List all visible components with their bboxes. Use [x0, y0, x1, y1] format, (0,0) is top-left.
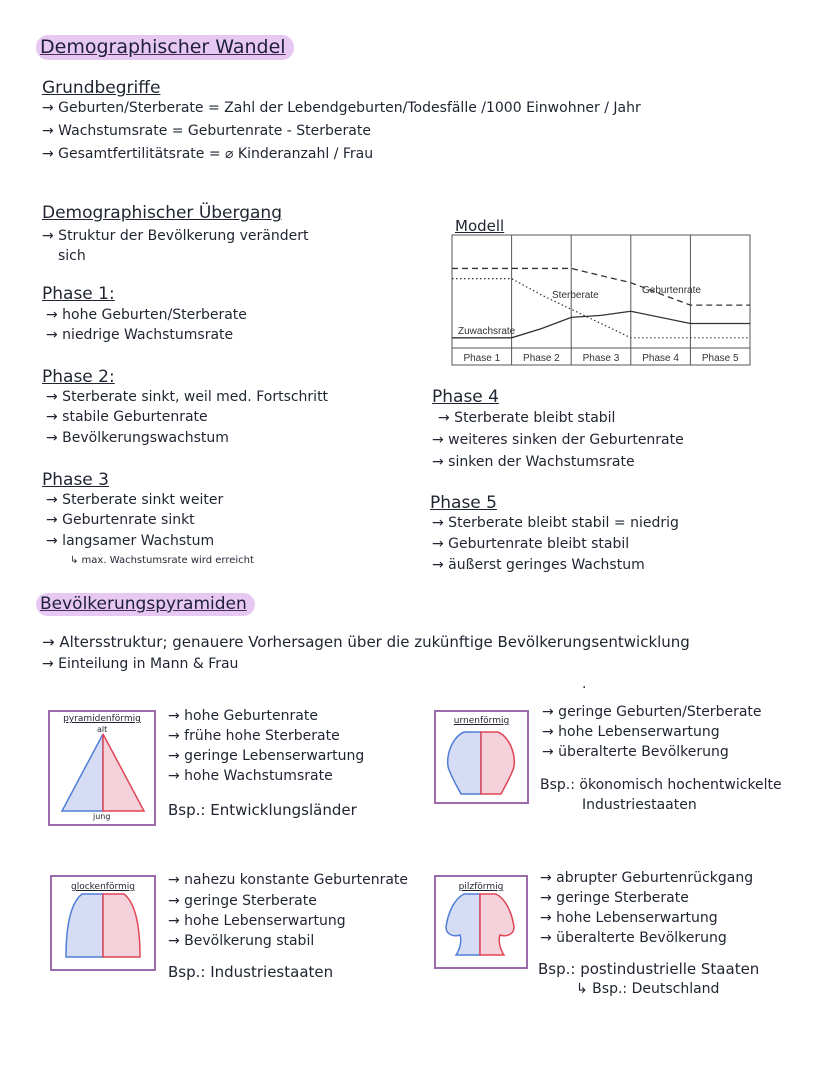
- model-label-sterberate: Sterberate: [552, 290, 599, 301]
- phase3-line: → langsamer Wachstum: [46, 533, 215, 549]
- pyr1-line: → geringe Lebenserwartung: [168, 748, 365, 764]
- phase5-line: → äußerst geringes Wachstum: [432, 557, 645, 573]
- model-phase-label: Phase 5: [701, 353, 739, 364]
- pyr3-example: Bsp.: Industriestaaten: [168, 963, 334, 981]
- mushroom-female-half: [480, 894, 514, 955]
- pyramid-label: urnenförmig: [453, 716, 510, 726]
- pyr3-line: → hohe Lebenserwartung: [168, 913, 346, 929]
- grundbegriffe-line: → Wachstumsrate = Geburtenrate - Sterberate: [42, 123, 371, 139]
- pyramid-box-pyramidenfoermig: [48, 710, 156, 826]
- phase5-heading: Phase 5: [430, 493, 497, 513]
- pyramiden-intro: → Altersstruktur; genauere Vorhersagen über die zukünftige Bevölkerungsentwicklung: [42, 633, 690, 651]
- page-title: Demographischer Wandel: [36, 35, 294, 60]
- model-phase-label: Phase 2: [523, 353, 560, 364]
- phase3-heading: Phase 3: [42, 470, 109, 490]
- phase2-line: → stabile Geburtenrate: [46, 409, 208, 425]
- grundbegriffe-heading: Grundbegriffe: [42, 78, 161, 98]
- phase5-line: → Geburtenrate bleibt stabil: [432, 536, 630, 552]
- model-phase-label: Phase 3: [582, 353, 620, 364]
- pyr4-line: → geringe Sterberate: [540, 890, 689, 906]
- pyr3-line: → Bevölkerung stabil: [168, 933, 315, 949]
- mushroom-male-half: [446, 894, 480, 955]
- pyr4-line: → abrupter Geburtenrückgang: [540, 870, 754, 886]
- pyramid-top-label: alt: [97, 725, 108, 734]
- pyr1-line: → frühe hohe Sterberate: [168, 728, 340, 744]
- stray-dot: .: [582, 676, 587, 692]
- pyr3-line: → nahezu konstante Geburtenrate: [168, 872, 409, 888]
- uebergang-heading: Demographischer Übergang: [42, 203, 282, 223]
- phase2-heading: Phase 2:: [42, 367, 115, 387]
- pyr2-line: → geringe Geburten/Sterberate: [542, 704, 762, 720]
- pyr4-line: → überalterte Bevölkerung: [540, 930, 727, 946]
- pyr4-example2: ↳ Bsp.: Deutschland: [576, 981, 720, 997]
- pyramid-bottom-label: jung: [93, 812, 111, 821]
- phase5-line: → Sterberate bleibt stabil = niedrig: [432, 515, 679, 531]
- model-phase-label: Phase 4: [642, 353, 679, 364]
- model-heading: Modell: [455, 217, 505, 235]
- grundbegriffe-line: → Geburten/Sterberate = Zahl der Lebendgeburten/Todesfälle /1000 Einwohner / Jahr: [42, 100, 641, 116]
- pyr3-line: → geringe Sterberate: [168, 893, 317, 909]
- phase4-line: → Sterberate bleibt stabil: [438, 410, 616, 426]
- phase2-line: → Sterberate sinkt, weil med. Fortschritt: [46, 389, 329, 405]
- model-chart: [450, 232, 754, 370]
- pyr2-example2: Industriestaaten: [582, 797, 697, 813]
- phase3-note: ↳ max. Wachstumsrate wird erreicht: [70, 555, 254, 566]
- phase1-line: → hohe Geburten/Sterberate: [46, 307, 247, 323]
- model-label-zuwachsrate: Zuwachsrate: [458, 326, 516, 337]
- pyr4-line: → hohe Lebenserwartung: [540, 910, 718, 926]
- pyr4-example: Bsp.: postindustrielle Staaten: [538, 960, 760, 978]
- pyramid-box-urnenfoermig: [434, 710, 529, 804]
- pyr2-line: → hohe Lebenserwartung: [542, 724, 720, 740]
- model-frame: [452, 235, 750, 365]
- pyramid-female-half: [103, 734, 144, 811]
- pyramid-label: pyramidenförmig: [63, 714, 141, 724]
- urn-female-half: [481, 732, 514, 794]
- phase1-line: → niedrige Wachstumsrate: [46, 327, 234, 343]
- uebergang-line: sich: [58, 248, 86, 264]
- phase2-line: → Bevölkerungswachstum: [46, 430, 229, 446]
- pyramid-box-glockenfoermig: [50, 875, 156, 971]
- phase3-line: → Sterberate sinkt weiter: [46, 492, 224, 508]
- uebergang-line: → Struktur der Bevölkerung verändert: [42, 228, 309, 244]
- bell-male-half: [66, 894, 103, 957]
- pyr2-line: → überalterte Bevölkerung: [542, 744, 729, 760]
- pyr1-line: → hohe Wachstumsrate: [168, 768, 333, 784]
- phase4-line: → weiteres sinken der Geburtenrate: [432, 432, 684, 448]
- phase1-heading: Phase 1:: [42, 284, 115, 304]
- pyr1-line: → hohe Geburtenrate: [168, 708, 318, 724]
- pyramiden-intro: → Einteilung in Mann & Frau: [42, 656, 239, 672]
- pyramid-label: glockenförmig: [71, 882, 135, 892]
- pyramid-male-half: [62, 734, 103, 811]
- bell-female-half: [103, 894, 140, 957]
- urn-male-half: [448, 732, 481, 794]
- pyramid-box-pilzfoermig: [434, 875, 528, 969]
- phase4-line: → sinken der Wachstumsrate: [432, 454, 635, 470]
- phase4-heading: Phase 4: [432, 387, 499, 407]
- pyr2-example: Bsp.: ökonomisch hochentwickelte: [540, 777, 782, 793]
- model-phase-label: Phase 1: [463, 353, 501, 364]
- model-label-geburtenrate: Geburtenrate: [642, 285, 701, 296]
- pyramid-label: pilzförmig: [458, 882, 504, 892]
- grundbegriffe-line: → Gesamtfertilitätsrate = ⌀ Kinderanzahl / Frau: [42, 146, 374, 162]
- pyr1-example: Bsp.: Entwicklungsländer: [168, 801, 357, 819]
- phase3-line: → Geburtenrate sinkt: [46, 512, 195, 528]
- pyramiden-heading: Bevölkerungspyramiden: [36, 593, 255, 616]
